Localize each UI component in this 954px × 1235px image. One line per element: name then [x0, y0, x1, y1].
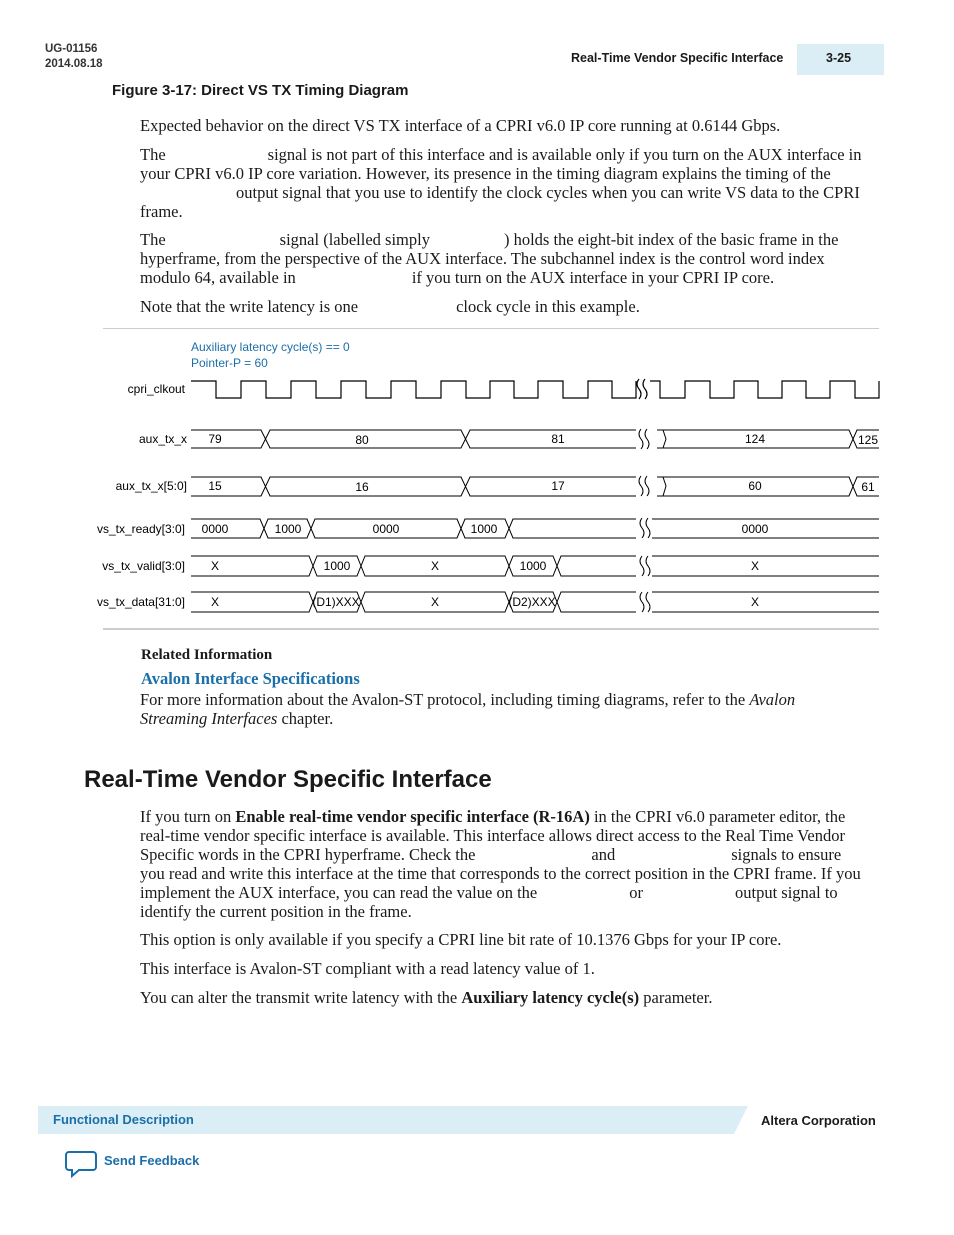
timing-diagram — [0, 330, 954, 630]
figure-paragraph-4: Note that the write latency is one clock cycle in this example. — [140, 297, 640, 316]
avalon-spec-link[interactable]: Avalon Interface Specifications — [141, 669, 360, 688]
footer-chapter-link[interactable]: Functional Description — [53, 1112, 194, 1127]
section-paragraph-4: You can alter the transmit write latency with the Auxiliary latency cycle(s) parameter. — [140, 988, 713, 1007]
vs-tx-data-value-4: X — [750, 595, 760, 609]
figure-paragraph-3: The signal (labelled simply ) holds the eight-bit index of the basic frame in the hyperframe, from the perspective of the AUX interface. The subchannel index is the control word index modulo 64, available in if you turn on the AUX interface in your CPRI IP core. — [140, 230, 839, 287]
signal-label-aux-tx-x: aux_tx_x — [138, 432, 187, 446]
vs-tx-ready-value-2: 0000 — [372, 522, 400, 536]
section-paragraph-2: This option is only available if you specify a CPRI line bit rate of 10.1376 Gbps for your IP core. — [140, 930, 782, 949]
document-date: 2014.08.18 — [45, 58, 103, 70]
diagram-annotation-latency: Auxiliary latency cycle(s) == 0 — [191, 340, 350, 354]
signal-label-cpri-clkout: cpri_clkout — [127, 382, 185, 396]
vs-tx-valid-value-1: 1000 — [323, 559, 351, 573]
vs-tx-valid-value-4: X — [750, 559, 760, 573]
figure-paragraph-2: The signal is not part of this interface and is available only if you turn on the AUX interface in your CPRI v6.0 IP core variation. However, its presence in the timing diagram explains the timing of theoutput signal that you use to identify the clock cycles when you can write VS data to the CPRI frame. — [140, 145, 862, 221]
clock-waveform — [191, 379, 879, 399]
footer-company: Altera Corporation — [761, 1113, 876, 1128]
figure-title: Figure 3-17: Direct VS TX Timing Diagram — [112, 82, 409, 99]
vs-tx-ready-value-1: 1000 — [274, 522, 302, 536]
page-number: 3-25 — [826, 51, 852, 65]
aux-tx-x-value-125: 125 — [857, 433, 879, 447]
document-id: UG-01156 — [45, 43, 98, 55]
running-header-title: Real-Time Vendor Specific Interface — [571, 51, 784, 65]
diagram-annotation-pointer: Pointer-P = 60 — [191, 356, 268, 370]
aux-tx-x-5-0-value-16: 16 — [355, 480, 369, 494]
vs-tx-data-value-1: (D1)XXX — [312, 595, 360, 609]
vs-tx-valid-value-2: X — [430, 559, 440, 573]
signal-label-vs-tx-ready: vs_tx_ready[3:0] — [96, 522, 185, 536]
aux-tx-x-value-79: 79 — [208, 432, 222, 446]
vs-tx-valid-value-3: 1000 — [519, 559, 547, 573]
related-information-text: For more information about the Avalon-ST protocol, including timing diagrams, refer to the Avalon Streaming Interfaces chapter. — [140, 690, 796, 728]
aux-tx-x-5-0-value-17: 17 — [551, 479, 565, 493]
signal-label-aux-tx-x-5-0: aux_tx_x[5:0] — [115, 479, 187, 493]
aux-tx-x-5-0-value-61: 61 — [861, 480, 875, 494]
aux-tx-x-bus — [191, 429, 879, 449]
vs-tx-data-value-2: X — [430, 595, 440, 609]
send-feedback-link[interactable]: Send Feedback — [104, 1153, 200, 1168]
document-id-block — [45, 42, 103, 72]
diagram-bottom-rule — [103, 628, 879, 630]
aux-tx-x-5-0-bus — [191, 476, 879, 496]
signal-label-vs-tx-valid: vs_tx_valid[3:0] — [102, 559, 185, 573]
vs-tx-ready-value-4: 0000 — [741, 522, 769, 536]
diagram-top-rule — [103, 328, 879, 329]
vs-tx-ready-value-0: 0000 — [201, 522, 229, 536]
aux-tx-x-5-0-value-15: 15 — [208, 479, 222, 493]
feedback-speech-bubble-icon[interactable] — [65, 1150, 97, 1178]
vs-tx-valid-value-0: X — [210, 559, 220, 573]
vs-tx-data-value-0: X — [210, 595, 220, 609]
aux-tx-x-value-81: 81 — [551, 432, 565, 446]
vs-tx-data-value-3: (D2)XXX — [508, 595, 556, 609]
aux-tx-x-value-80: 80 — [355, 433, 369, 447]
section-heading: Real-Time Vendor Specific Interface — [84, 766, 492, 793]
aux-tx-x-value-124: 124 — [744, 432, 766, 446]
vs-tx-ready-value-3: 1000 — [470, 522, 498, 536]
signal-label-vs-tx-data: vs_tx_data[31:0] — [96, 595, 185, 609]
section-paragraph-1: If you turn on Enable real-time vendor specific interface (R-16A) in the CPRI v6.0 parameter editor, the real-time vendor specific interface is available. This interface allows direct access to the Real Time Vendor Specific words in the CPRI hyperframe. Check the and signals to ensure you read and write this interface at the time that corresponds to the correct position in the CPRI frame. If you implement the AUX interface, you can read the value on the or output signal to identify the current position in the frame. — [140, 807, 861, 921]
section-paragraph-3: This interface is Avalon-ST compliant with a read latency value of 1. — [140, 959, 595, 978]
aux-tx-x-5-0-value-60: 60 — [748, 479, 762, 493]
figure-paragraph-1: Expected behavior on the direct VS TX interface of a CPRI v6.0 IP core running at 0.6144 Gbps. — [140, 116, 781, 135]
related-information-heading: Related Information — [141, 647, 273, 663]
